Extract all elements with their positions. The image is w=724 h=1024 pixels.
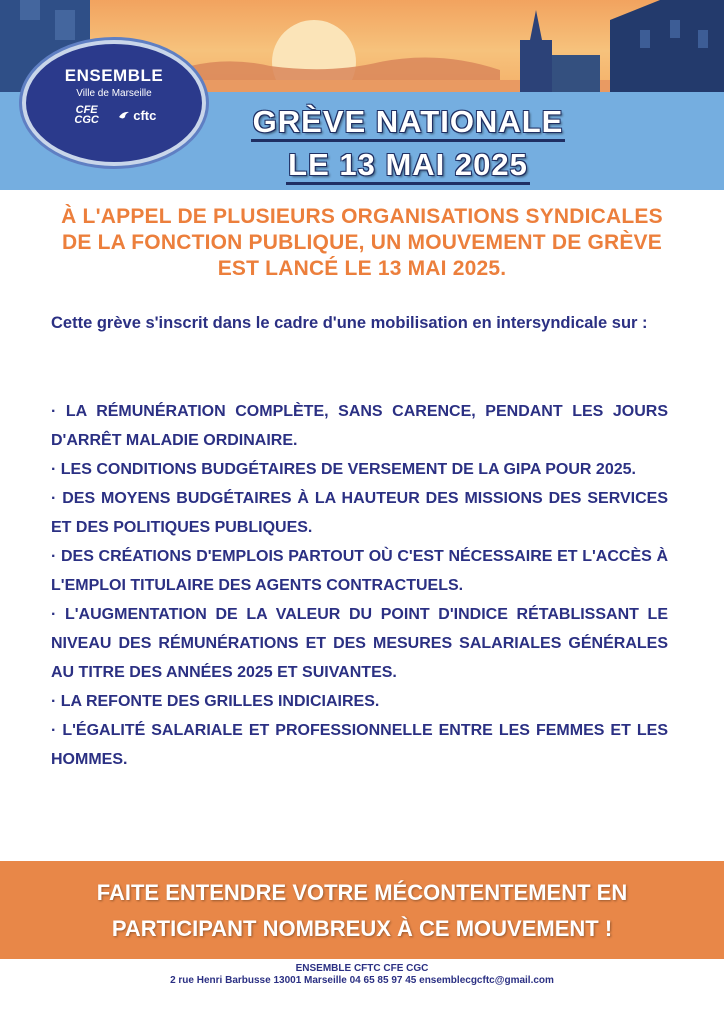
title-line-2: LE 13 MAI 2025 xyxy=(218,147,598,183)
footer xyxy=(0,963,724,987)
dove-icon xyxy=(118,110,130,122)
title-line-1: GRÈVE NATIONALE xyxy=(218,104,598,140)
list-item: · LA RÉMUNÉRATION COMPLÈTE, SANS CARENCE, PENDANT LES JOURS D'ARRÊT MALADIE ORDINAIRE. xyxy=(51,403,668,449)
demands-list xyxy=(51,397,668,774)
logo-title: ENSEMBLE xyxy=(64,66,164,85)
cta-line-1: FAITE ENTENDRE VOTRE MÉCONTENTEMENT EN xyxy=(96,880,628,905)
list-item: · L'AUGMENTATION DE LA VALEUR DU POINT D'INDICE RÉTABLISSANT LE NIVEAU DES RÉMUNÉRATIONS ET DES MESURES SALARIALES GÉNÉRALES AU TITRE DES ANNÉES 2025 ET SUIVANTES. xyxy=(51,606,668,681)
footer-org: ENSEMBLE CFTC CFE CGC xyxy=(295,963,429,974)
ensemble-logo xyxy=(22,40,206,166)
cftc-label: cftc xyxy=(133,107,157,123)
list-item: · LA REFONTE DES GRILLES INDICIAIRES. xyxy=(51,693,380,710)
cta-line-2: PARTICIPANT NOMBREUX À CE MOUVEMENT ! xyxy=(111,916,613,941)
lead-paragraph: À L'APPEL DE PLUSIEURS ORGANISATIONS SYNDICALES DE LA FONCTION PUBLIQUE, UN MOUVEMENT DE GRÈVE EST LANCÉ LE 13 MAI 2025. xyxy=(61,205,663,280)
intro-paragraph: Cette grève s'inscrit dans le cadre d'une mobilisation en intersyndicale sur : xyxy=(51,314,648,332)
list-item: · DES MOYENS BUDGÉTAIRES À LA HAUTEUR DES MISSIONS DES SERVICES ET DES POLITIQUES PUBLIQUES. xyxy=(51,490,668,536)
list-item: · LES CONDITIONS BUDGÉTAIRES DE VERSEMENT DE LA GIPA POUR 2025. xyxy=(51,461,636,478)
list-item: · L'ÉGALITÉ SALARIALE ET PROFESSIONNELLE ENTRE LES FEMMES ET LES HOMMES. xyxy=(51,722,668,768)
logo-subtitle: Ville de Marseille xyxy=(76,88,152,99)
header-banner xyxy=(0,0,724,190)
list-item: · DES CRÉATIONS D'EMPLOIS PARTOUT OÙ C'EST NÉCESSAIRE ET L'ACCÈS À L'EMPLOI TITULAIRE DES AGENTS CONTRACTUELS. xyxy=(51,548,668,594)
footer-contact: 2 rue Henri Barbusse 13001 Marseille 04 65 85 97 45 ensemblecgcftc@gmail.com xyxy=(170,975,554,986)
cftc-logo-mark xyxy=(118,108,157,123)
call-to-action-banner xyxy=(0,861,724,959)
cfe-cgc-logo-mark: CFE CGC xyxy=(74,104,99,126)
